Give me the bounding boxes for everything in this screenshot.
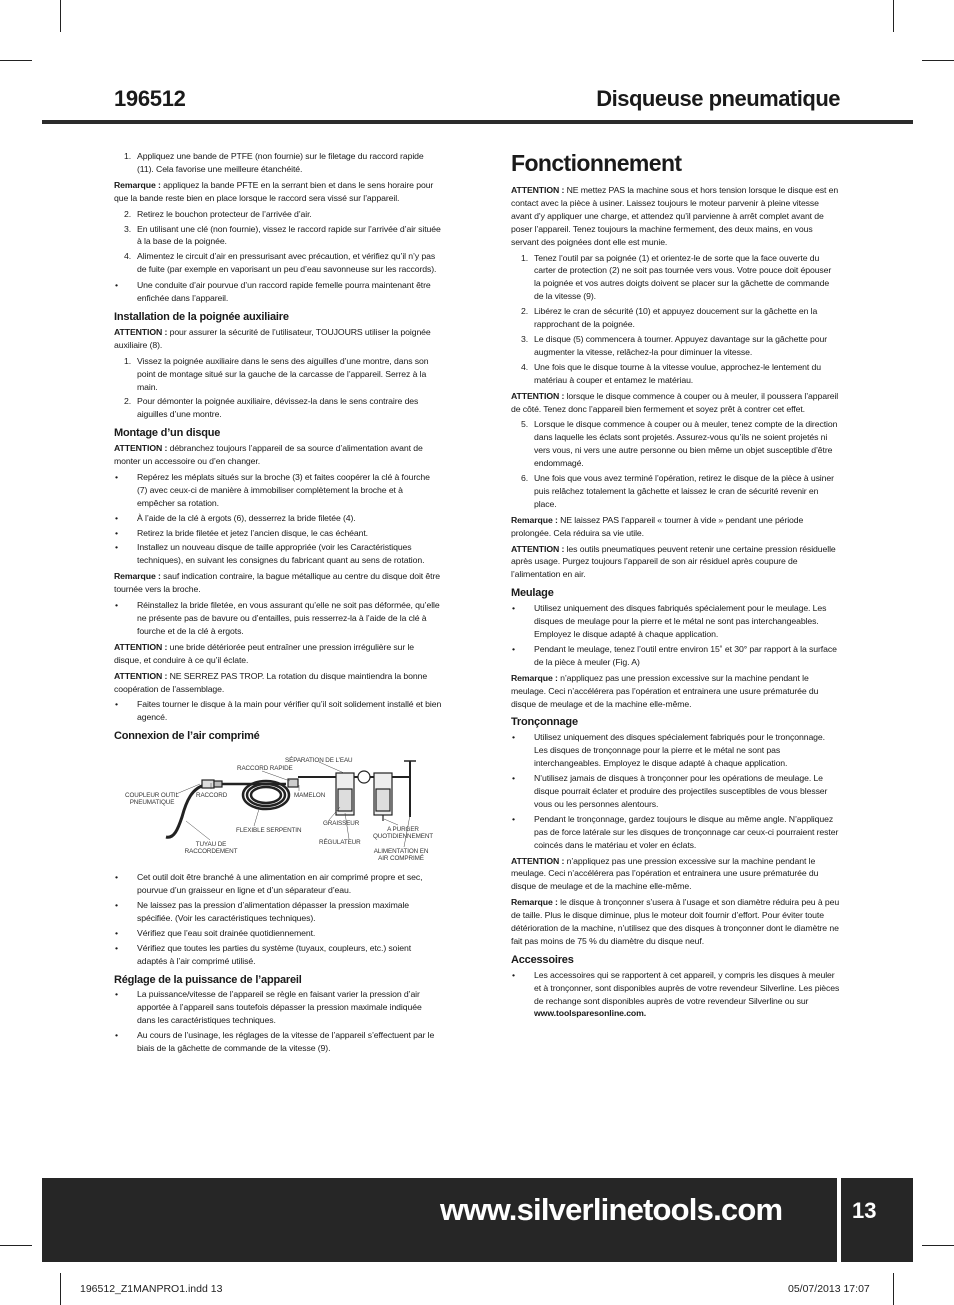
warning: ATTENTION : n’appliquez pas une pression excessive sur la machine pendant le meulage. Ceci n’accélérera pas l’opération et entrainera une usure prématurée du disque de meulage et de la machine elle-même. bbox=[511, 855, 819, 892]
header-rule bbox=[42, 120, 913, 124]
list-item: • Vérifiez que toutes les parties du système (tuyaux, coupleurs, etc.) soient adaptés à l’air comprimé utilisé. bbox=[114, 942, 442, 968]
section-heading-power: Réglage de la puissance de l’appareil bbox=[114, 973, 302, 986]
crop-mark bbox=[922, 1245, 954, 1246]
crop-mark bbox=[0, 1245, 32, 1246]
air-connection-diagram bbox=[114, 747, 442, 865]
list-item: 1. Appliquez une bande de PTFE (non fournie) sur le filetage du raccord rapide (11). Cela favorise une meilleure étanchéité. bbox=[124, 151, 424, 174]
list-item: • Cet outil doit être branché à une alimentation en air comprimé propre et sec, pourvue d’un graisseur en ligne et d’un séparateur d’eau. bbox=[114, 871, 442, 897]
bullet-list bbox=[114, 279, 442, 305]
spares-link[interactable]: www.toolsparesonline.com. bbox=[534, 1008, 647, 1019]
section-heading-air: Connexion de l’air comprimé bbox=[114, 730, 260, 743]
note: Remarque : n’appliquez pas une pression excessive sur la machine pendant le meulage. Ceci n’accélérera pas l’opération et entrainera une usure prématurée du disque de meulage et de la machine elle-même. bbox=[511, 672, 819, 709]
warning: ATTENTION : NE SERREZ PAS TROP. La rotation du disque maintiendra la bonne coopération de l’assemblage. bbox=[114, 670, 428, 694]
list-item: • La puissance/vitesse de l’appareil se règle en faisant varier la pression d’air apportée à l’appareil sans toutefois dépasser la pression maximale indiquée dans les caractéristiques techniques. bbox=[114, 988, 442, 1027]
list-item: 1. Vissez la poignée auxiliaire dans le sens des aiguilles d’une montre, dans son point de montage situé sur la gauche de la carcasse de l’appareil. Serrez à la main. bbox=[124, 355, 429, 392]
crop-mark bbox=[893, 1273, 894, 1305]
list-item: 2. Retirez le bouchon protecteur de l’arrivée d’air. bbox=[124, 208, 312, 219]
list-item: • Pendant le meulage, tenez l’outil entre environ 15˚ et 30° par rapport à la surface de la pièce à meuler (Fig. A) bbox=[511, 643, 840, 669]
list-item: • Faites tourner le disque à la main pour vérifier qu’il soit solidement installé et bien agencé. bbox=[114, 698, 442, 724]
list-item: • Au cours de l’usinage, les réglages de la vitesse de l’appareil s’effectuent par le biais de la gâchette de commande de la vitesse (9). bbox=[114, 1029, 442, 1055]
list-item: 3. En utilisant une clé (non fournie), vissez le raccord rapide sur l’arrivée d’air située à la base de la poignée. bbox=[124, 223, 441, 247]
list-item: 1. Tenez l’outil par sa poignée (1) et orientez-le de sorte que la face ouverte du carter de protection (2) ne soit pas tournée vers vous. Votre pouce doit épouser la poignée et vos autres doigts doivent se placer sur la gâchette de commande de la vitesse (9). bbox=[521, 252, 832, 302]
list-item: • Vérifiez que l’eau soit drainée quotidiennement. bbox=[114, 927, 442, 940]
list-item: 4. Une fois que le disque tourne à la vitesse voulue, approchez-le lentement du matériau à couper et entamez le matériau. bbox=[521, 361, 821, 385]
list-item: 2. Libérez le cran de sécurité (10) et appuyez doucement sur la gâchette en la rapprochant de la poignée. bbox=[521, 306, 818, 330]
label-leader-hose: TUYAU DE RACCORDEMENT bbox=[184, 841, 238, 856]
page-number: 13 bbox=[852, 1198, 877, 1223]
label-coil-hose: FLEXIBLE SERPENTIN bbox=[236, 827, 302, 835]
crop-mark bbox=[893, 0, 894, 32]
numbered-list bbox=[114, 355, 442, 422]
file-slug: 196512_Z1MANPRO1.indd 13 bbox=[80, 1283, 223, 1295]
label-lubricator: GRAISSEUR bbox=[323, 820, 360, 828]
list-item: • Une conduite d’air pourvue d’un raccord rapide femelle pourra maintenant être enfichée dans l’appareil. bbox=[114, 279, 442, 305]
list-item: • Ne laissez pas la pression d’alimentation dépasser la pression maximale spécifiée. (Voir les caractéristiques techniques). bbox=[114, 899, 442, 925]
website-url[interactable]: www.silverlinetools.com bbox=[440, 1192, 783, 1227]
label-quick-coupler: RACCORD RAPIDE bbox=[237, 765, 293, 773]
warning: ATTENTION : une bride détériorée peut entraîner une pression irrégulière sur le disque, et conduire à ce qu’il éclate. bbox=[114, 641, 415, 665]
label-air-supply: ALIMENTATION EN AIR COMPRIMÉ bbox=[373, 848, 429, 863]
warning: ATTENTION : NE mettez PAS la machine sous et hors tension lorsque le disque est en contact avec la pièce à usiner. Laissez toujours le moteur parvenir à pleine vitesse avant d’y appliquer une charge, et attendez qu’il parvienne à arrêt complet avant de poser l’appareil. Tenez toujours la machine fermement, des deux mains, en vous servant des poignées dont elle est munie. bbox=[511, 185, 839, 247]
list-item: 4. Alimentez le circuit d’air en pressurisant avec précaution, et vérifiez qu’il n’y pas de fuite (par exemple en vaporisant un peu d’eau savonneuse sur les raccords). bbox=[124, 251, 437, 275]
list-item: • Pendant le tronçonnage, gardez toujours le disque au même angle. N’appliquez pas de force latérale sur les disques de tronçonnage car ceux-ci pourraient rester coincés dans le matériau et voler en éclats. bbox=[511, 813, 840, 852]
bullet-list bbox=[114, 988, 442, 1055]
warning: ATTENTION : les outils pneumatiques peuvent retenir une certaine pression résiduelle après usage. Purgez toujours l’appareil de son air résiduel après coupure de l’alimentation en air. bbox=[511, 543, 836, 580]
label-drain-daily: A PURGER QUOTIDIENNEMENT bbox=[372, 826, 434, 841]
list-item: 5. Lorsque le disque commence à couper ou à meuler, tenez compte de la direction dans laquelle les éclats sont projetés. Assurez-vous qu’ils ne soient projetés ni vers vous, ni vers une autre personne ou bien même un objet susceptible d’être endommagé. bbox=[521, 419, 838, 469]
crop-mark bbox=[60, 0, 61, 32]
numbered-list bbox=[511, 418, 840, 510]
numbered-list bbox=[114, 150, 442, 176]
note: Remarque : NE laissez PAS l’appareil « tourner à vide » pendant une période prolongée. Cela réduira sa vie utile. bbox=[511, 514, 804, 538]
list-item: • Installez un nouveau disque de taille appropriée (voir les Caractéristiques techniques), en suivant les consignes du fabricant quant au sens de rotation. bbox=[114, 541, 442, 567]
bullet-list bbox=[114, 599, 442, 638]
section-heading-cutting: Tronçonnage bbox=[511, 716, 578, 729]
list-item: 3. Le disque (5) commencera à tourner. Appuyez davantage sur la gâchette pour augmenter la vitesse, relâchez-la pour diminuer la vitesse. bbox=[521, 333, 827, 357]
bullet-list bbox=[511, 602, 840, 669]
bullet-list bbox=[114, 871, 442, 967]
section-heading-aux-handle: Installation de la poignée auxiliaire bbox=[114, 310, 289, 323]
note: Remarque : le disque à tronçonner s’usera à l’usage et son diamètre réduira peu à peu de taille. Plus le disque diminue, plus le moteur doit fournir d’effort. Pour éviter toute détérioration de la machine, n’utilisez que des disques à tronçonner dont le diamètre ne fait pas moins de 75 % du diamètre du disque neuf. bbox=[511, 897, 840, 946]
section-heading-disc: Montage d’un disque bbox=[114, 427, 221, 440]
main-heading: Fonctionnement bbox=[511, 150, 682, 176]
bullet-list bbox=[511, 731, 840, 851]
list-item: 6. Une fois que vous avez terminé l’opération, retirez le disque de la pièce à usiner puis relâchez totalement la gâchette et laissez le cran de sécurité revenir en place. bbox=[521, 473, 834, 509]
left-column bbox=[114, 150, 442, 1058]
crop-mark bbox=[60, 1273, 61, 1305]
list-item: • Utilisez uniquement des disques fabriqués spécialement pour le meulage. Les disques de meulage pour la pierre et le métal ne sont pas interchangeables. Employez le disque adapté à chaque application. bbox=[511, 602, 840, 641]
label-tool-coupler: COUPLEUR OUTIL PNEUMATIQUE bbox=[125, 792, 179, 807]
crop-mark bbox=[922, 60, 954, 61]
label-regulator: RÉGULATEUR bbox=[319, 839, 361, 847]
label-water-separator: SÉPARATION DE L’EAU bbox=[285, 757, 353, 765]
footer-divider bbox=[837, 1178, 841, 1262]
crop-mark bbox=[0, 60, 32, 61]
bullet-list bbox=[114, 471, 442, 567]
warning: ATTENTION : débranchez toujours l’appareil de sa source d’alimentation avant de monter un accessoire ou d’en changer. bbox=[114, 443, 423, 467]
note: Remarque : sauf indication contraire, la bague métallique au centre du disque doit être tournée vers la broche. bbox=[114, 571, 440, 595]
list-item: • Utilisez uniquement des disques spécialement fabriqués pour le tronçonnage. Les disques de tronçonnage pour la pierre et le métal ne sont pas interchangeables. Employez le disque adapté à chaque application. bbox=[511, 731, 840, 770]
product-title: Disqueuse pneumatique bbox=[596, 86, 840, 111]
list-item: • Retirez la bride filetée et jetez l’ancien disque, le cas échéant. bbox=[114, 527, 442, 540]
numbered-list bbox=[511, 252, 840, 387]
numbered-list bbox=[114, 208, 442, 277]
label-nipple: MAMELON bbox=[294, 792, 326, 800]
page-header bbox=[114, 86, 840, 114]
list-item: • Repérez les méplats situés sur la broche (3) et faites coopérer la clé à fourche (7) avec ceux-ci de manière à immobiliser complètement la broche et à empêcher sa rotation. bbox=[114, 471, 442, 510]
label-fitting: RACCORD bbox=[196, 792, 228, 800]
section-heading-accessories: Accessoires bbox=[511, 953, 574, 966]
model-number: 196512 bbox=[114, 86, 186, 111]
note: Remarque : appliquez la bande PFTE en la serrant bien et dans le sens horaire pour que la bande reste bien en place lorsque le raccord sera vissé sur l’appareil. bbox=[114, 179, 434, 203]
list-item: • À l’aide de la clé à ergots (6), desserrez la bride filetée (4). bbox=[114, 512, 442, 525]
bullet-list bbox=[511, 969, 840, 1021]
warning: ATTENTION : pour assurer la sécurité de l’utilisateur, TOUJOURS utiliser la poignée auxiliaire (8). bbox=[114, 326, 431, 350]
warning: ATTENTION : lorsque le disque commence à couper ou à meuler, il poussera l’appareil de côté. Tenez donc l’appareil bien fermement et soyez prêt à contrer cet effet. bbox=[511, 390, 839, 414]
bullet-list bbox=[114, 698, 442, 724]
list-item: • Réinstallez la bride filetée, en vous assurant qu’elle ne soit pas déformée, qu’elle ne présente pas de bavure ou d’entailles, puis resserrez-la à l’aide de la clé à fourche et de la clé à ergots. bbox=[114, 599, 442, 638]
list-item: • Les accessoires qui se rapportent à cet appareil, y compris les disques à meuler et à tronçonner, sont disponibles auprès de votre revendeur Silverline. Les pièces de rechange sont disponibles auprès de votre revendeur Silverline ou sur www.toolsparesonline.com. bbox=[511, 969, 840, 1021]
print-date: 05/07/2013 17:07 bbox=[788, 1283, 870, 1295]
list-item: • N’utilisez jamais de disques à tronçonner pour les opérations de meulage. Le disque pourrait éclater et produire des projectiles susceptibles de vous blesser vous ou les personnes alentours. bbox=[511, 772, 840, 811]
section-heading-grinding: Meulage bbox=[511, 587, 554, 600]
list-item: 2. Pour démonter la poignée auxiliaire, dévissez-la dans le sens contraire des aiguilles d’une montre. bbox=[124, 396, 419, 420]
right-column bbox=[511, 150, 840, 1023]
